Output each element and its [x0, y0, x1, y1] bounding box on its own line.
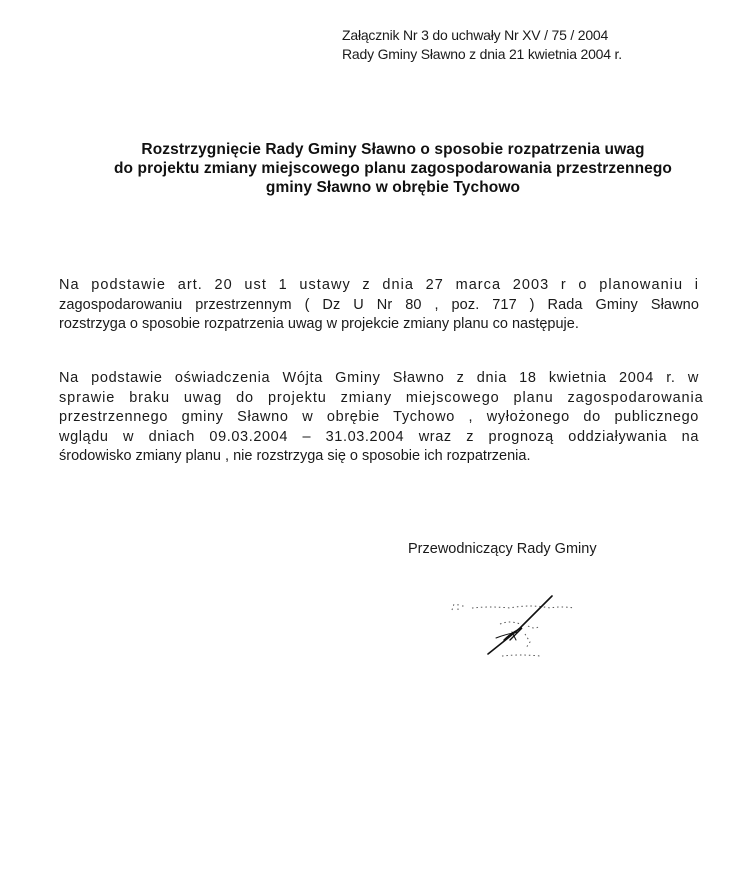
paragraph-line: środowisko zmiany planu , nie rozstrzyga się o sposobie ich rozpatrzenia. — [59, 448, 531, 464]
paragraph-line: przestrzennego gminy Sławno w obrębie Tychowo , wyłożonego do publicznego — [59, 409, 699, 425]
title-line: gminy Sławno w obrębie Tychowo — [265, 179, 521, 196]
document-title — [40, 140, 744, 197]
paragraph-legal-basis — [59, 276, 699, 335]
annex-header-line: Załącznik Nr 3 do uchwały Nr XV / 75 / 2004 — [342, 27, 609, 43]
title-line: do projektu zmiany miejscowego planu zagospodarowania przestrzennego — [113, 160, 672, 177]
paragraph-line: rozstrzyga o sposobie rozpatrzenia uwag w projekcie zmiany planu co następuje. — [59, 316, 579, 332]
signature-icon — [440, 590, 590, 660]
paragraph-line: sprawie braku uwag do projektu zmiany miejscowego planu zagospodarowania — [59, 389, 704, 406]
annex-header — [342, 26, 622, 64]
paragraph-line: Na podstawie oświadczenia Wójta Gminy Sławno z dnia 18 kwietnia 2004 r. w — [59, 370, 699, 386]
paragraph-line: zagospodarowaniu przestrzennym ( Dz U Nr 80 , poz. 717 ) Rada Gminy Sławno — [59, 296, 699, 313]
annex-header-line: Rady Gminy Sławno z dnia 21 kwietnia 2004 r. — [342, 46, 622, 62]
title-line: Rozstrzygnięcie Rady Gminy Sławno o sposobie rozpatrzenia uwag — [141, 141, 645, 158]
paragraph-line: Na podstawie art. 20 ust 1 ustawy z dnia 27 marca 2003 r o planowaniu i — [59, 277, 699, 293]
signatory-title: Przewodniczący Rady Gminy — [408, 541, 597, 557]
paragraph-line: wglądu w dniach 09.03.2004 – 31.03.2004 wraz z prognozą oddziaływania na — [59, 428, 699, 445]
paragraph-decision — [59, 369, 704, 467]
